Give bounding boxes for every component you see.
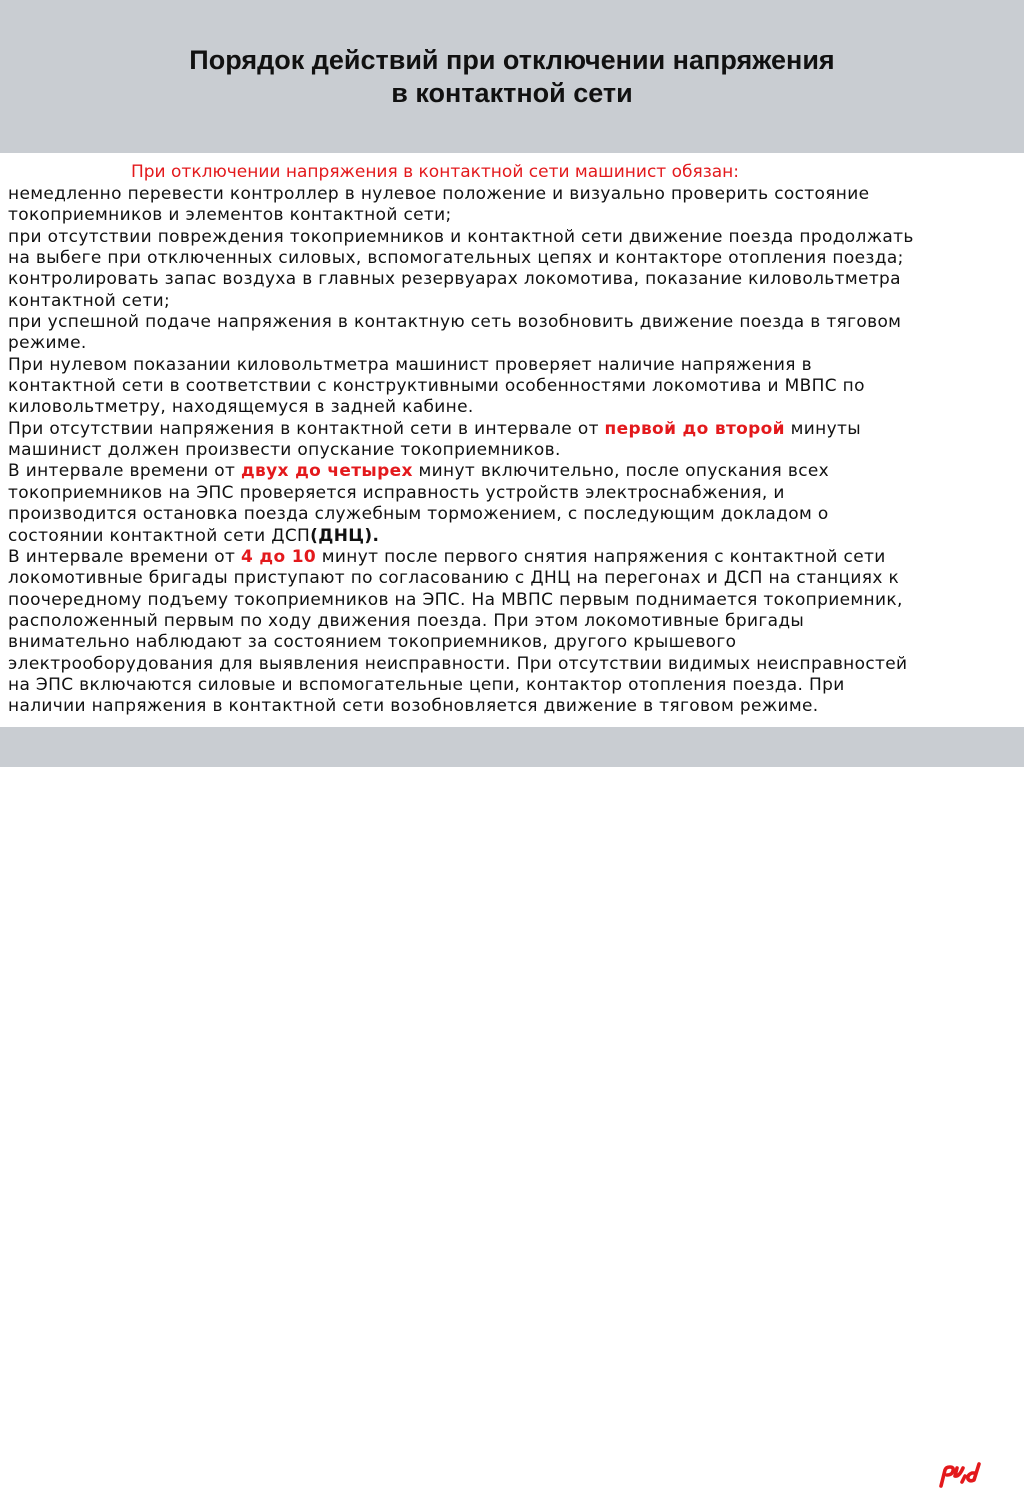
text-segment: электрооборудования для выявления неисправности. При отсутствии видимых неисправностей [8,653,908,674]
slide-header [0,0,1024,153]
slide-footer [0,727,1024,767]
body-line [8,654,1018,675]
body-line [8,526,1018,547]
body-line [8,397,1018,418]
text-segment: на выбеге при отключенных силовых, вспомогательных цепях и контакторе отопления поезда; [8,248,904,269]
text-segment: локомотивные бригады приступают по согласованию с ДНЦ на перегонах и ДСП на станциях к [8,568,900,589]
text-segment: контактной сети в соответствии с конструктивными особенностями локомотива и МВПС по [8,376,865,397]
highlighted-text: (ДНЦ). [310,525,380,546]
body-line [8,696,1018,717]
text-segment: При отсутствии напряжения в контактной сети в интервале от [8,418,605,439]
text-segment: на ЭПС включаются силовые и вспомогательные цепи, контактор отопления поезда. При [8,674,845,695]
body-line [8,355,1018,376]
body-line [8,590,1018,611]
text-segment: контактной сети; [8,290,171,311]
text-segment: при отсутствии повреждения токоприемников и контактной сети движение поезда продолжать [8,226,914,247]
text-segment: производится остановка поезда служебным торможением, с последующим докладом о [8,504,829,525]
text-segment: минуты [784,418,861,439]
slide-title [0,44,1024,110]
text-segment: киловольтметру, находящемуся в задней кабине. [8,397,474,418]
body-line [8,312,1018,333]
rzd-logo-icon [935,1460,987,1490]
body-line [8,504,1018,525]
text-segment: состоянии контактной сети ДСП [8,525,311,546]
text-segment: машинист должен произвести опускание токоприемников. [8,440,561,461]
body-line [8,568,1018,589]
body-line [8,632,1018,653]
body-line [8,675,1018,696]
text-segment: немедленно перевести контроллер в нулевое положение и визуально проверить состояние [8,184,870,204]
body-line [8,611,1018,632]
text-segment: режиме. [8,333,87,354]
text-segment: При нулевом показании киловольтметра машинист проверяет наличие напряжения в [8,354,812,375]
text-segment: В интервале времени от [8,546,241,567]
body-line [8,461,1018,482]
text-segment: токоприемников на ЭПС проверяется исправность устройств электроснабжения, и [8,482,785,503]
text-segment: В интервале времени от [8,461,241,482]
body-line [8,227,1018,248]
text-segment: минут включительно, после опускания всех [412,461,830,482]
body-line [8,547,1018,568]
title-line-1: Порядок действий при отключении напряжения [189,45,835,75]
body-line [8,483,1018,504]
text-segment: при успешной подаче напряжения в контактную сеть возобновить движение поезда в тяговом [8,312,902,333]
body-line [8,269,1018,290]
body-line [8,248,1018,269]
title-line-2: в контактной сети [391,78,633,108]
body-line [8,376,1018,397]
highlighted-text: двух до четырех [240,461,413,482]
highlighted-text: 4 до 10 [240,546,317,567]
text-segment: расположенный первым по ходу движения поезда. При этом локомотивные бригады [8,610,805,631]
text-segment: контролировать запас воздуха в главных резервуарах локомотива, показание киловольтметра [8,269,901,290]
body-line [8,419,1018,440]
text-segment: поочередному подъему токоприемников на ЭПС. На МВПС первым поднимается токоприемник, [8,589,903,610]
text-segment: минут после первого снятия напряжения с контактной сети [316,546,886,567]
text-segment: токоприемников и элементов контактной сети; [8,205,452,226]
subheading: При отключении напряжения в контактной сети машинист обязан: [130,162,740,182]
text-segment: наличии напряжения в контактной сети возобновляется движение в тяговом режиме. [8,696,819,717]
body-line [8,440,1018,461]
body-text [8,184,1020,718]
body-line [8,184,1018,205]
body-line [8,205,1018,226]
highlighted-text: первой до второй [604,418,785,439]
body-line [8,291,1018,312]
text-segment: внимательно наблюдают за состоянием токоприемников, другого крышевого [8,632,737,653]
body-line [8,333,1018,354]
